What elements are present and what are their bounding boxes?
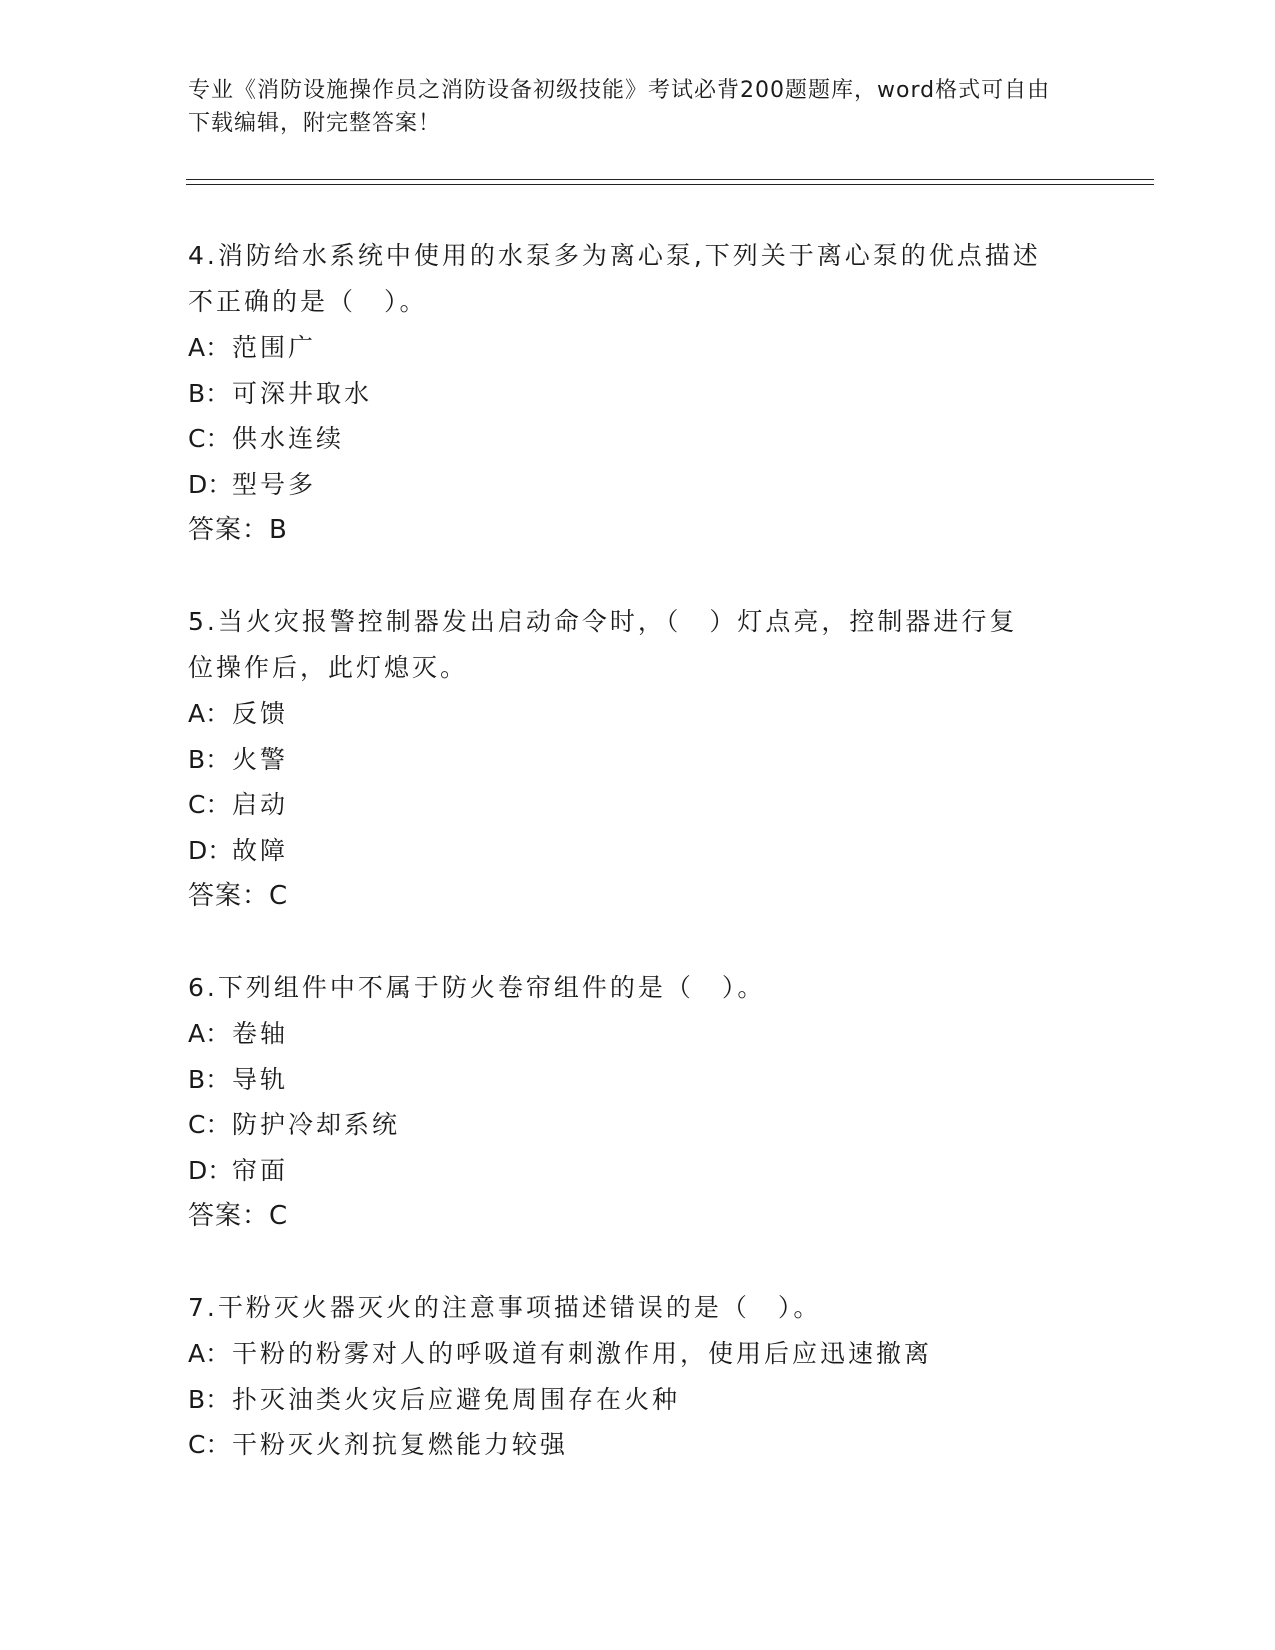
- document-header: 专业《消防设施操作员之消防设备初级技能》考试必背200题题库，word格式可自由下载编辑，附完整答案！: [188, 78, 1051, 136]
- option-text: 导轨: [232, 1064, 289, 1094]
- option-b: [188, 737, 1088, 783]
- question-spacer: [188, 1239, 1088, 1285]
- question-title-line: 4.消防给水系统中使用的水泵多为离心泵,下列关于离心泵的优点描述: [188, 241, 1041, 270]
- option-a: [188, 1331, 1088, 1377]
- question-spacer: [188, 553, 1088, 599]
- option-letter: A：: [188, 699, 231, 728]
- option-letter: C：: [188, 1110, 231, 1139]
- option-text: 帘面: [232, 1155, 289, 1185]
- option-letter: C：: [188, 790, 231, 819]
- option-d: [188, 828, 1088, 874]
- option-c: [188, 416, 1088, 462]
- option-a: [188, 691, 1088, 737]
- option-text: 反馈: [232, 699, 289, 728]
- answer-line: 答案：C: [188, 881, 289, 911]
- option-b: [188, 371, 1088, 417]
- question-6: [188, 965, 1088, 1239]
- option-b: [188, 1377, 1088, 1423]
- question-title-line: 6.下列组件中不属于防火卷帘组件的是（ ）。: [188, 973, 766, 1002]
- option-text: 扑灭油类火灾后应避免周围存在火种: [232, 1384, 681, 1414]
- option-text: 干粉灭火剂抗复燃能力较强: [232, 1430, 569, 1459]
- answer-line: 答案：B: [188, 515, 288, 545]
- option-letter: B：: [188, 744, 231, 774]
- option-text: 启动: [232, 790, 289, 819]
- option-a: [188, 325, 1088, 371]
- question-4: [188, 233, 1088, 553]
- option-text: 可深井取水: [232, 378, 373, 408]
- option-letter: B：: [188, 378, 231, 408]
- question-title-line: 5.当火灾报警控制器发出启动命令时，（ ）灯点亮，控制器进行复: [188, 607, 1018, 636]
- question-5: [188, 599, 1088, 919]
- option-letter: D：: [188, 469, 233, 499]
- answer-line: 答案：C: [188, 1201, 289, 1231]
- option-letter: A：: [188, 333, 231, 362]
- option-c: [188, 782, 1088, 828]
- question-list: [188, 233, 1088, 1468]
- option-c: [188, 1422, 1088, 1468]
- option-text: 型号多: [232, 469, 317, 499]
- option-c: [188, 1102, 1088, 1148]
- option-text: 火警: [232, 744, 289, 774]
- option-letter: A：: [188, 1019, 231, 1048]
- question-title-line: 位操作后，此灯熄灭。: [188, 653, 469, 682]
- option-letter: C：: [188, 424, 231, 453]
- option-d: [188, 1148, 1088, 1194]
- option-letter: A：: [188, 1339, 231, 1368]
- header-divider-bottom: [186, 184, 1154, 185]
- option-letter: B：: [188, 1064, 231, 1094]
- option-a: [188, 1011, 1088, 1057]
- option-d: [188, 462, 1088, 508]
- question-title-line: 7.干粉灭火器灭火的注意事项描述错误的是（ ）。: [188, 1293, 822, 1322]
- option-letter: B：: [188, 1384, 231, 1414]
- option-text: 干粉的粉雾对人的呼吸道有刺激作用，使用后应迅速撤离: [232, 1339, 933, 1368]
- option-letter: D：: [188, 835, 233, 865]
- option-letter: C：: [188, 1430, 231, 1459]
- question-7: [188, 1285, 1088, 1468]
- option-text: 范围广: [232, 333, 317, 362]
- header-divider-top: [186, 179, 1154, 180]
- option-letter: D：: [188, 1155, 233, 1185]
- option-b: [188, 1057, 1088, 1103]
- option-text: 防护冷却系统: [232, 1110, 401, 1139]
- option-text: 卷轴: [232, 1019, 289, 1048]
- question-title-line: 不正确的是（ ）。: [188, 287, 428, 316]
- option-text: 故障: [232, 835, 289, 865]
- question-spacer: [188, 919, 1088, 965]
- option-text: 供水连续: [232, 424, 345, 453]
